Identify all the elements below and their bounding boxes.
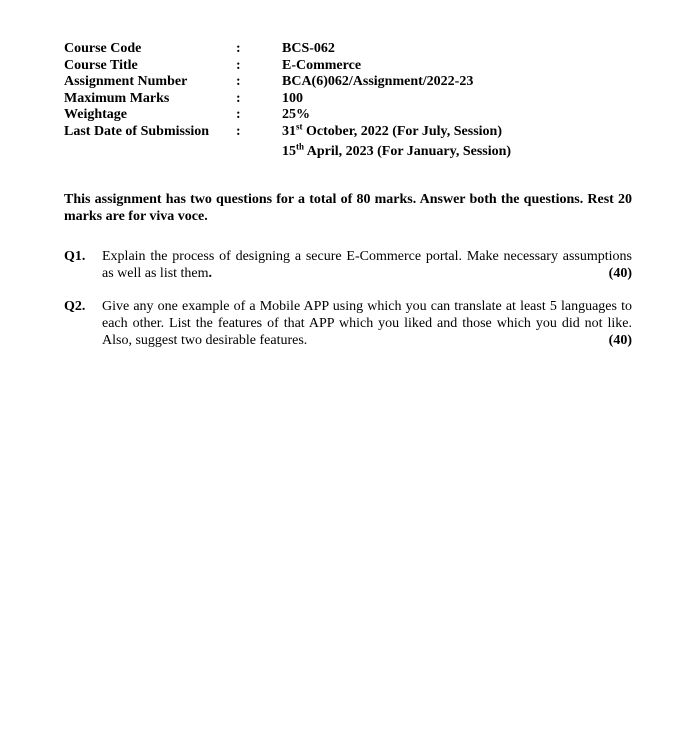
submission-date-label: Last Date of Submission: [64, 123, 210, 139]
course-title-row: [64, 58, 511, 75]
weightage-label: Weightage: [64, 107, 127, 123]
course-code-row: [64, 41, 511, 58]
date-rest: April, 2023 (For January, Session): [304, 143, 512, 159]
assignment-number-row: [64, 74, 511, 91]
assignment-number-value: BCA(6)062/Assignment/2022-23: [282, 74, 474, 90]
question-number: Q2.: [64, 299, 86, 314]
question-2: [64, 298, 632, 349]
question-text: [102, 298, 632, 349]
course-code-label: Course Code: [64, 41, 142, 56]
submission-date-july: [282, 121, 503, 141]
date-day: 31: [282, 123, 296, 139]
course-title-value: E-Commerce: [282, 57, 362, 73]
date-rest: October, 2022 (For July, Session): [302, 123, 503, 139]
question-1: [64, 248, 632, 282]
colon: :: [236, 90, 241, 106]
assignment-number-label: Assignment Number: [64, 74, 188, 90]
question-text: [102, 248, 632, 282]
submission-date-row-2: [64, 140, 512, 161]
question-body: Explain the process of designing a secure E-Commerce portal. Make necessary assumptions as well as list them: [102, 249, 632, 281]
question-body: Give any one example of a Mobile APP using which you can translate at least 5 languages to each other. List the features of that APP which you liked and those which you did not like. Also, suggest two desirable features.: [102, 299, 632, 348]
colon: :: [236, 74, 241, 90]
weightage-row: [64, 107, 511, 124]
question-text-end: .: [208, 266, 213, 281]
question-marks: (40): [608, 333, 632, 348]
course-code-value: BCS-062: [282, 41, 335, 56]
submission-date-row: [64, 121, 511, 141]
maximum-marks-value: 100: [282, 90, 303, 106]
date-ordinal: th: [296, 140, 305, 151]
course-title-label: Course Title: [64, 57, 138, 73]
assignment-instructions: This assignment has two questions for a total of 80 marks. Answer both the questions. Rest 20 marks are for viva voce.: [64, 192, 632, 224]
maximum-marks-label: Maximum Marks: [64, 90, 170, 106]
colon: :: [236, 107, 241, 123]
colon: :: [236, 57, 241, 73]
weightage-value: 25%: [282, 107, 310, 123]
maximum-marks-row: [64, 91, 511, 108]
course-info-table: [64, 41, 511, 160]
question-number: Q1.: [64, 249, 86, 264]
date-day: 15: [282, 143, 296, 159]
submission-date-january: [282, 140, 512, 161]
colon: :: [236, 41, 241, 56]
question-marks: (40): [608, 266, 632, 281]
date-ordinal: st: [296, 121, 303, 132]
colon: :: [236, 123, 241, 139]
